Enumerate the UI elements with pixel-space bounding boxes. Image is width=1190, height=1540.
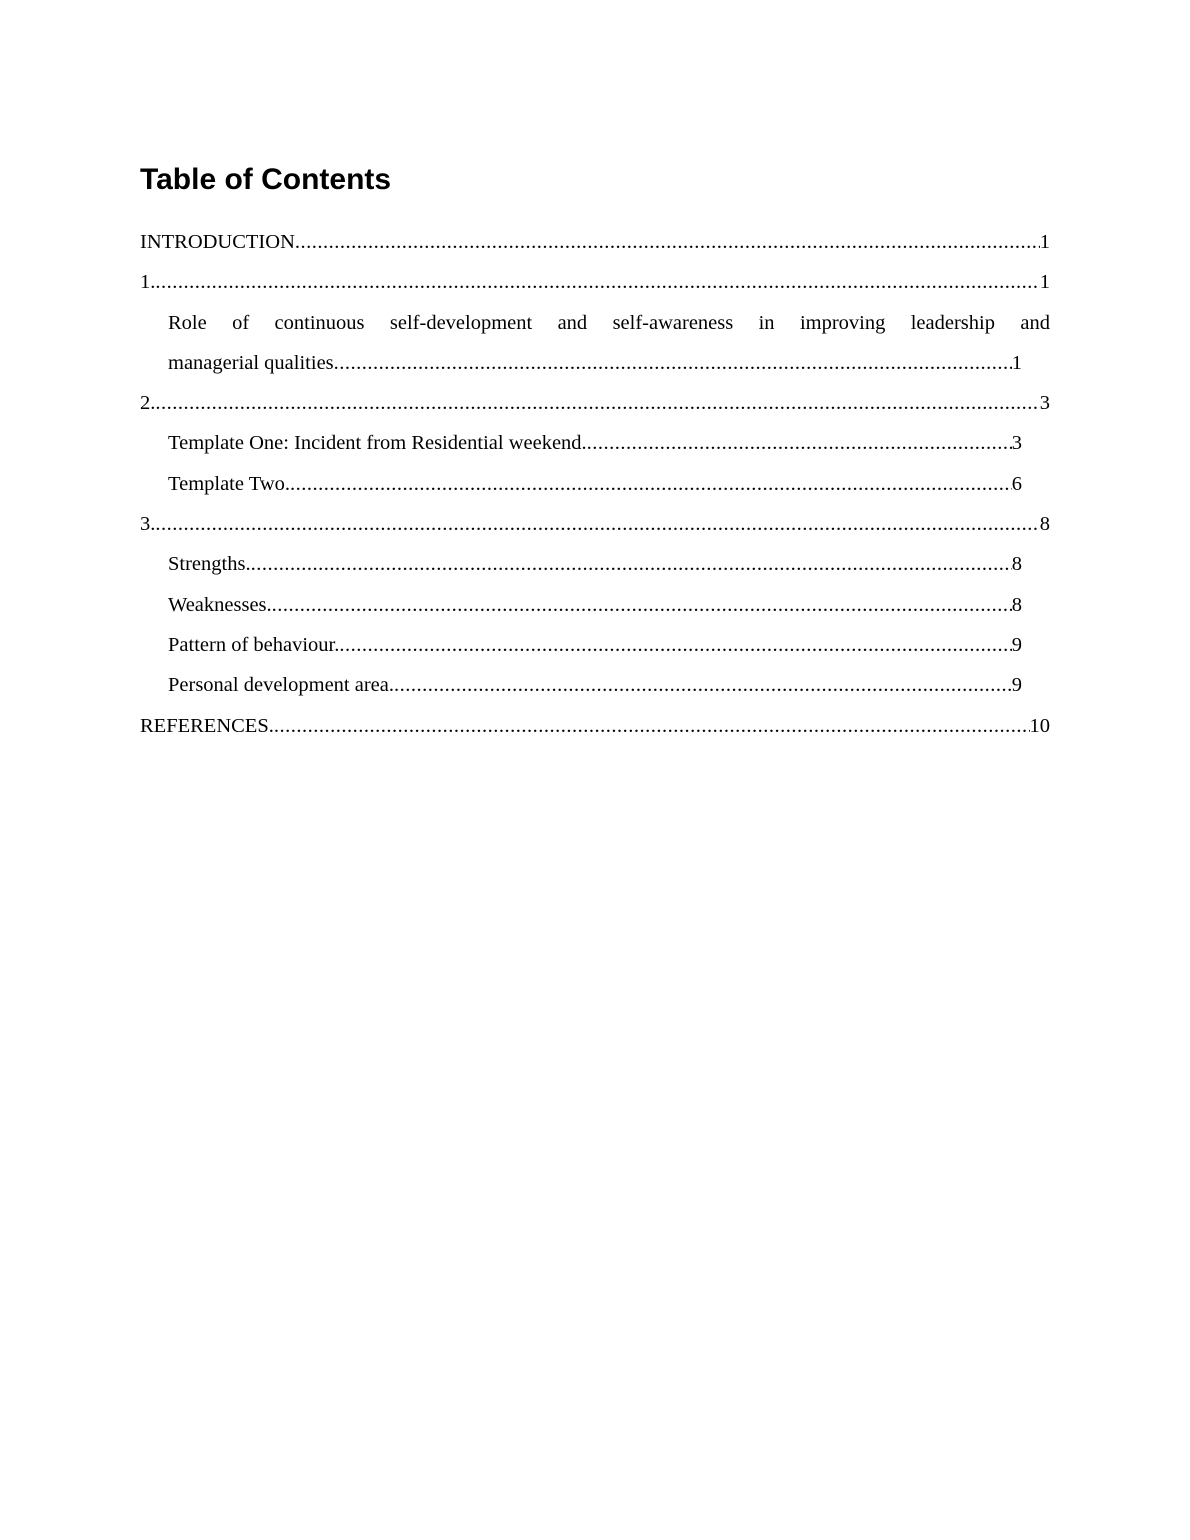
toc-entry-page: 8 [1011, 593, 1022, 616]
toc-entry-page: 8 [1011, 553, 1022, 576]
toc-entry-section-3[interactable] [140, 510, 1050, 550]
toc-entry-page: 6 [1011, 472, 1022, 495]
word: in [758, 311, 775, 334]
toc-entry-page: 8 [1039, 513, 1050, 536]
toc-entry-page: 1 [1039, 231, 1050, 253]
dot-leader [587, 429, 1012, 457]
toc-entry-references[interactable] [140, 712, 1050, 752]
toc-entry-label: 3. [140, 513, 156, 536]
toc-entry-template-one[interactable] [168, 429, 1022, 469]
toc-entry-label: INTRODUCTION [140, 231, 295, 253]
dot-leader [295, 228, 1040, 256]
toc-entry-label: Strengths. [168, 553, 251, 576]
dot-leader [155, 510, 1039, 538]
dot-leader [272, 591, 1012, 619]
toc-entry-strengths[interactable] [168, 550, 1022, 590]
dot-leader [155, 268, 1039, 296]
toc-entry-label: Template Two. [168, 472, 290, 495]
page-title: Table of Contents [140, 163, 392, 196]
dot-leader [155, 389, 1039, 417]
toc-entry-label: 2. [140, 392, 156, 415]
dot-leader [290, 470, 1012, 498]
toc-entry-label: Weaknesses. [168, 593, 272, 616]
word: leadership [910, 311, 995, 334]
toc-entry-label: 1. [140, 271, 156, 294]
word: of [232, 311, 250, 334]
word: self-development [389, 311, 533, 334]
toc-entry-page: 9 [1011, 633, 1022, 656]
dot-leader [274, 712, 1030, 740]
toc-entry-role-line2[interactable] [168, 349, 1022, 389]
word: and [557, 311, 588, 334]
dot-leader [394, 671, 1012, 699]
toc-entry-pattern-of-behaviour[interactable] [168, 631, 1022, 671]
toc-entry-label: REFERENCES. [140, 714, 274, 737]
toc-entry-role-line1[interactable] [168, 309, 1050, 349]
toc-entry-page: 1 [1011, 351, 1022, 374]
toc-entry-page: 1 [1039, 271, 1050, 294]
word: continuous [274, 311, 365, 334]
toc-entry-page: 3 [1039, 392, 1050, 415]
dot-leader [339, 631, 1011, 659]
toc-entry-label: Template One: Incident from Residential weekend. [168, 432, 587, 455]
toc-entry-template-two[interactable] [168, 470, 1022, 510]
dot-leader [334, 349, 1012, 377]
toc-entry-weaknesses[interactable] [168, 591, 1022, 631]
word: improving [799, 311, 886, 334]
word: self-awareness [612, 311, 734, 334]
toc-entry-personal-development-area[interactable] [168, 671, 1022, 711]
toc-entry-page: 3 [1011, 432, 1022, 455]
toc-entry-section-2[interactable] [140, 389, 1050, 429]
table-of-contents [140, 228, 1050, 752]
word: Role [168, 311, 207, 334]
toc-entry-label: managerial qualities [168, 351, 334, 374]
toc-entry-label: Pattern of behaviour. [168, 633, 340, 656]
toc-entry-introduction[interactable] [140, 228, 1050, 268]
word: and [1020, 311, 1050, 334]
toc-entry-page: 9 [1011, 674, 1022, 697]
toc-entry-section-1[interactable] [140, 268, 1050, 308]
toc-entry-page: 10 [1029, 714, 1050, 737]
toc-entry-label: Personal development area. [168, 674, 394, 697]
dot-leader [251, 550, 1012, 578]
